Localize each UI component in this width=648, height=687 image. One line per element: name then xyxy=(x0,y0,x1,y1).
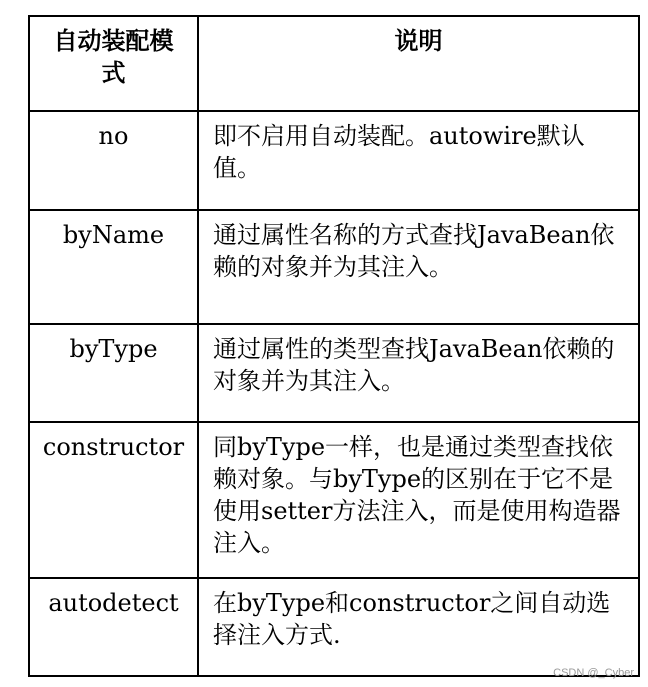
table-header-row xyxy=(29,16,639,111)
description-cell: 在byType和constructor之间自动选择注入方式. xyxy=(198,578,639,676)
mode-cell: byType xyxy=(29,324,198,422)
watermark: CSDN @_Cyber xyxy=(553,667,634,679)
mode-cell: autodetect xyxy=(29,578,198,676)
autowire-modes-table xyxy=(28,15,640,677)
table-row xyxy=(29,324,639,422)
description-cell: 通过属性名称的方式查找JavaBean依赖的对象并为其注入。 xyxy=(198,210,639,324)
header-mode: 自动装配模式 xyxy=(29,16,198,111)
description-cell: 同byType一样，也是通过类型查找依赖对象。与byType的区别在于它不是使用setter方法注入，而是使用构造器注入。 xyxy=(198,422,639,578)
table-row xyxy=(29,111,639,210)
description-cell: 通过属性的类型查找JavaBean依赖的对象并为其注入。 xyxy=(198,324,639,422)
description-cell: 即不启用自动装配。autowire默认值。 xyxy=(198,111,639,210)
table-row xyxy=(29,578,639,676)
mode-cell: no xyxy=(29,111,198,210)
mode-cell: constructor xyxy=(29,422,198,578)
table-row xyxy=(29,422,639,578)
table-row xyxy=(29,210,639,324)
header-description: 说明 xyxy=(198,16,639,111)
mode-cell: byName xyxy=(29,210,198,324)
